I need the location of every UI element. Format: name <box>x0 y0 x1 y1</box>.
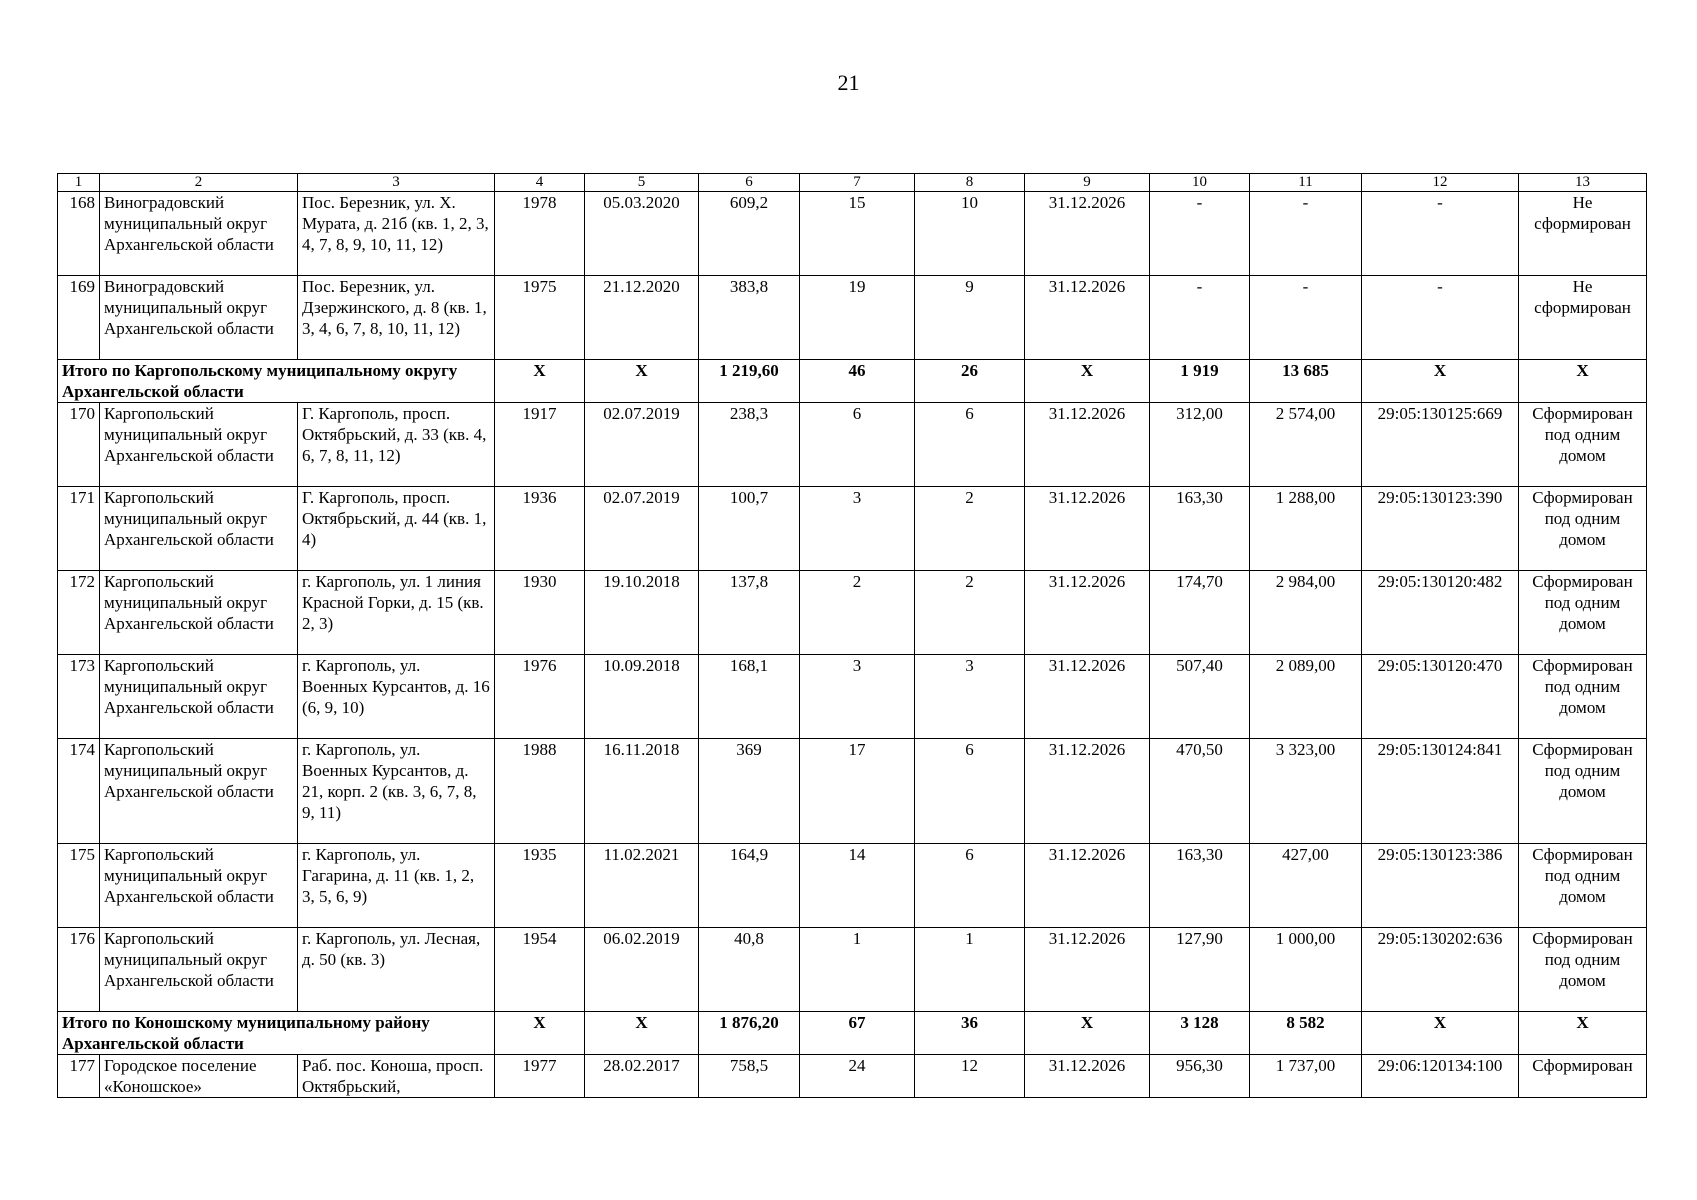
municipality-cell: Каргопольский муниципальный округ Архангельской области <box>100 655 298 739</box>
status-cell: Сформирован под одним домом <box>1519 571 1647 655</box>
col10-cell: 163,30 <box>1150 487 1250 571</box>
area-cell: 1 876,20 <box>699 1012 800 1055</box>
col5-cell: 05.03.2020 <box>585 192 699 276</box>
municipality-cell: Каргопольский муниципальный округ Архангельской области <box>100 403 298 487</box>
col4-cell: 1977 <box>495 1055 585 1098</box>
municipality-cell: Каргопольский муниципальный округ Архангельской области <box>100 844 298 928</box>
col11-cell: 2 574,00 <box>1250 403 1362 487</box>
total-label: Итого по Коношскому муниципальному району Архангельской области <box>58 1012 495 1055</box>
table-row <box>58 403 1647 487</box>
col10-cell: 174,70 <box>1150 571 1250 655</box>
column-number: 2 <box>100 174 298 192</box>
col5-cell: 06.02.2019 <box>585 928 699 1012</box>
col11-cell: - <box>1250 192 1362 276</box>
area-cell: 369 <box>699 739 800 844</box>
area-cell: 40,8 <box>699 928 800 1012</box>
cadastral-cell: 29:05:130124:841 <box>1362 739 1519 844</box>
col10-cell: 470,50 <box>1150 739 1250 844</box>
col7-cell: 24 <box>800 1055 915 1098</box>
col7-cell: 3 <box>800 655 915 739</box>
table-row <box>58 655 1647 739</box>
row-number: 176 <box>58 928 100 1012</box>
area-cell: 100,7 <box>699 487 800 571</box>
column-number-row <box>58 174 1647 192</box>
deadline-cell: 31.12.2026 <box>1025 276 1150 360</box>
total-row <box>58 360 1647 403</box>
col5-cell: 19.10.2018 <box>585 571 699 655</box>
deadline-cell: 31.12.2026 <box>1025 655 1150 739</box>
municipality-cell: Каргопольский муниципальный округ Архангельской области <box>100 928 298 1012</box>
column-number: 12 <box>1362 174 1519 192</box>
municipality-cell: Городское поселение «Коношское» <box>100 1055 298 1098</box>
col8-cell: 10 <box>915 192 1025 276</box>
col5-cell: Х <box>585 360 699 403</box>
col10-cell: 312,00 <box>1150 403 1250 487</box>
cadastral-cell: 29:05:130125:669 <box>1362 403 1519 487</box>
address-cell: г. Каргополь, ул. 1 линия Красной Горки, д. 15 (кв. 2, 3) <box>298 571 495 655</box>
col11-cell: 1 000,00 <box>1250 928 1362 1012</box>
row-number: 172 <box>58 571 100 655</box>
cadastral-cell: Х <box>1362 1012 1519 1055</box>
column-number: 11 <box>1250 174 1362 192</box>
address-cell: г. Каргополь, ул. Военных Курсантов, д. 21, корп. 2 (кв. 3, 6, 7, 8, 9, 11) <box>298 739 495 844</box>
col10-cell: 1 919 <box>1150 360 1250 403</box>
table-row <box>58 571 1647 655</box>
cadastral-cell: 29:05:130120:470 <box>1362 655 1519 739</box>
area-cell: 168,1 <box>699 655 800 739</box>
col11-cell: 1 288,00 <box>1250 487 1362 571</box>
col8-cell: 6 <box>915 739 1025 844</box>
table-row <box>58 276 1647 360</box>
col5-cell: 21.12.2020 <box>585 276 699 360</box>
col10-cell: 163,30 <box>1150 844 1250 928</box>
col8-cell: 6 <box>915 403 1025 487</box>
cadastral-cell: - <box>1362 276 1519 360</box>
col5-cell: 10.09.2018 <box>585 655 699 739</box>
col7-cell: 15 <box>800 192 915 276</box>
col7-cell: 67 <box>800 1012 915 1055</box>
area-cell: 1 219,60 <box>699 360 800 403</box>
col4-cell: 1978 <box>495 192 585 276</box>
cadastral-cell: 29:06:120134:100 <box>1362 1055 1519 1098</box>
address-cell: Раб. пос. Коноша, просп. Октябрьский, <box>298 1055 495 1098</box>
table-row <box>58 928 1647 1012</box>
col7-cell: 19 <box>800 276 915 360</box>
column-number: 7 <box>800 174 915 192</box>
column-number: 10 <box>1150 174 1250 192</box>
col8-cell: 1 <box>915 928 1025 1012</box>
page-number: 21 <box>837 70 860 95</box>
address-cell: Г. Каргополь, просп. Октябрьский, д. 44 (кв. 1, 4) <box>298 487 495 571</box>
column-number: 4 <box>495 174 585 192</box>
cadastral-cell: 29:05:130123:386 <box>1362 844 1519 928</box>
col4-cell: Х <box>495 1012 585 1055</box>
column-number: 5 <box>585 174 699 192</box>
address-cell: Пос. Березник, ул. Дзержинского, д. 8 (кв. 1, 3, 4, 6, 7, 8, 10, 11, 12) <box>298 276 495 360</box>
area-cell: 238,3 <box>699 403 800 487</box>
address-cell: Пос. Березник, ул. Х. Мурата, д. 21б (кв. 1, 2, 3, 4, 7, 8, 9, 10, 11, 12) <box>298 192 495 276</box>
column-number: 13 <box>1519 174 1647 192</box>
col11-cell: 427,00 <box>1250 844 1362 928</box>
col5-cell: 16.11.2018 <box>585 739 699 844</box>
col4-cell: 1936 <box>495 487 585 571</box>
area-cell: 137,8 <box>699 571 800 655</box>
col7-cell: 2 <box>800 571 915 655</box>
deadline-cell: Х <box>1025 1012 1150 1055</box>
col10-cell: 956,30 <box>1150 1055 1250 1098</box>
cadastral-cell: - <box>1362 192 1519 276</box>
col4-cell: 1935 <box>495 844 585 928</box>
col8-cell: 2 <box>915 571 1025 655</box>
col10-cell: 507,40 <box>1150 655 1250 739</box>
col8-cell: 12 <box>915 1055 1025 1098</box>
col4-cell: 1954 <box>495 928 585 1012</box>
row-number: 174 <box>58 739 100 844</box>
col5-cell: 02.07.2019 <box>585 487 699 571</box>
col8-cell: 26 <box>915 360 1025 403</box>
deadline-cell: 31.12.2026 <box>1025 739 1150 844</box>
table-row <box>58 487 1647 571</box>
col11-cell: 2 984,00 <box>1250 571 1362 655</box>
area-cell: 164,9 <box>699 844 800 928</box>
cadastral-cell: 29:05:130123:390 <box>1362 487 1519 571</box>
table-row <box>58 1055 1647 1098</box>
address-cell: г. Каргополь, ул. Гагарина, д. 11 (кв. 1, 2, 3, 5, 6, 9) <box>298 844 495 928</box>
row-number: 168 <box>58 192 100 276</box>
column-number: 6 <box>699 174 800 192</box>
housing-register-table <box>57 173 1647 1098</box>
col5-cell: 02.07.2019 <box>585 403 699 487</box>
col10-cell: - <box>1150 276 1250 360</box>
cadastral-cell: 29:05:130202:636 <box>1362 928 1519 1012</box>
col7-cell: 14 <box>800 844 915 928</box>
status-cell: Сформирован <box>1519 1055 1647 1098</box>
deadline-cell: 31.12.2026 <box>1025 928 1150 1012</box>
status-cell: Сформирован под одним домом <box>1519 739 1647 844</box>
col4-cell: 1988 <box>495 739 585 844</box>
col4-cell: Х <box>495 360 585 403</box>
column-number: 3 <box>298 174 495 192</box>
deadline-cell: 31.12.2026 <box>1025 1055 1150 1098</box>
area-cell: 609,2 <box>699 192 800 276</box>
col4-cell: 1917 <box>495 403 585 487</box>
address-cell: г. Каргополь, ул. Лесная, д. 50 (кв. 3) <box>298 928 495 1012</box>
column-number: 1 <box>58 174 100 192</box>
col8-cell: 36 <box>915 1012 1025 1055</box>
column-number: 8 <box>915 174 1025 192</box>
col7-cell: 46 <box>800 360 915 403</box>
col8-cell: 3 <box>915 655 1025 739</box>
area-cell: 758,5 <box>699 1055 800 1098</box>
col10-cell: 127,90 <box>1150 928 1250 1012</box>
status-cell: Х <box>1519 360 1647 403</box>
status-cell: Сформирован под одним домом <box>1519 844 1647 928</box>
area-cell: 383,8 <box>699 276 800 360</box>
status-cell: Х <box>1519 1012 1647 1055</box>
cadastral-cell: 29:05:130120:482 <box>1362 571 1519 655</box>
deadline-cell: 31.12.2026 <box>1025 487 1150 571</box>
total-row <box>58 1012 1647 1055</box>
col7-cell: 6 <box>800 403 915 487</box>
col11-cell: 3 323,00 <box>1250 739 1362 844</box>
table-row <box>58 739 1647 844</box>
row-number: 175 <box>58 844 100 928</box>
col8-cell: 9 <box>915 276 1025 360</box>
status-cell: Сформирован под одним домом <box>1519 655 1647 739</box>
status-cell: Не сформирован <box>1519 192 1647 276</box>
col7-cell: 17 <box>800 739 915 844</box>
col7-cell: 1 <box>800 928 915 1012</box>
municipality-cell: Каргопольский муниципальный округ Архангельской области <box>100 571 298 655</box>
municipality-cell: Каргопольский муниципальный округ Архангельской области <box>100 739 298 844</box>
deadline-cell: 31.12.2026 <box>1025 192 1150 276</box>
cadastral-cell: Х <box>1362 360 1519 403</box>
table-row <box>58 192 1647 276</box>
col10-cell: - <box>1150 192 1250 276</box>
row-number: 171 <box>58 487 100 571</box>
deadline-cell: 31.12.2026 <box>1025 571 1150 655</box>
col5-cell: 11.02.2021 <box>585 844 699 928</box>
row-number: 169 <box>58 276 100 360</box>
col5-cell: Х <box>585 1012 699 1055</box>
col8-cell: 6 <box>915 844 1025 928</box>
status-cell: Сформирован под одним домом <box>1519 487 1647 571</box>
status-cell: Сформирован под одним домом <box>1519 403 1647 487</box>
row-number: 170 <box>58 403 100 487</box>
col11-cell: 13 685 <box>1250 360 1362 403</box>
col7-cell: 3 <box>800 487 915 571</box>
deadline-cell: 31.12.2026 <box>1025 844 1150 928</box>
municipality-cell: Каргопольский муниципальный округ Архангельской области <box>100 487 298 571</box>
total-label: Итого по Каргопольскому муниципальному округу Архангельской области <box>58 360 495 403</box>
col11-cell: - <box>1250 276 1362 360</box>
col11-cell: 8 582 <box>1250 1012 1362 1055</box>
municipality-cell: Виноградовский муниципальный округ Архангельской области <box>100 192 298 276</box>
status-cell: Сформирован под одним домом <box>1519 928 1647 1012</box>
col5-cell: 28.02.2017 <box>585 1055 699 1098</box>
column-number: 9 <box>1025 174 1150 192</box>
col10-cell: 3 128 <box>1150 1012 1250 1055</box>
status-cell: Не сформирован <box>1519 276 1647 360</box>
col8-cell: 2 <box>915 487 1025 571</box>
deadline-cell: 31.12.2026 <box>1025 403 1150 487</box>
deadline-cell: Х <box>1025 360 1150 403</box>
table-row <box>58 844 1647 928</box>
col11-cell: 1 737,00 <box>1250 1055 1362 1098</box>
col4-cell: 1976 <box>495 655 585 739</box>
address-cell: Г. Каргополь, просп. Октябрьский, д. 33 (кв. 4, 6, 7, 8, 11, 12) <box>298 403 495 487</box>
col11-cell: 2 089,00 <box>1250 655 1362 739</box>
row-number: 177 <box>58 1055 100 1098</box>
col4-cell: 1930 <box>495 571 585 655</box>
col4-cell: 1975 <box>495 276 585 360</box>
address-cell: г. Каргополь, ул. Военных Курсантов, д. 16 (6, 9, 10) <box>298 655 495 739</box>
municipality-cell: Виноградовский муниципальный округ Архангельской области <box>100 276 298 360</box>
row-number: 173 <box>58 655 100 739</box>
